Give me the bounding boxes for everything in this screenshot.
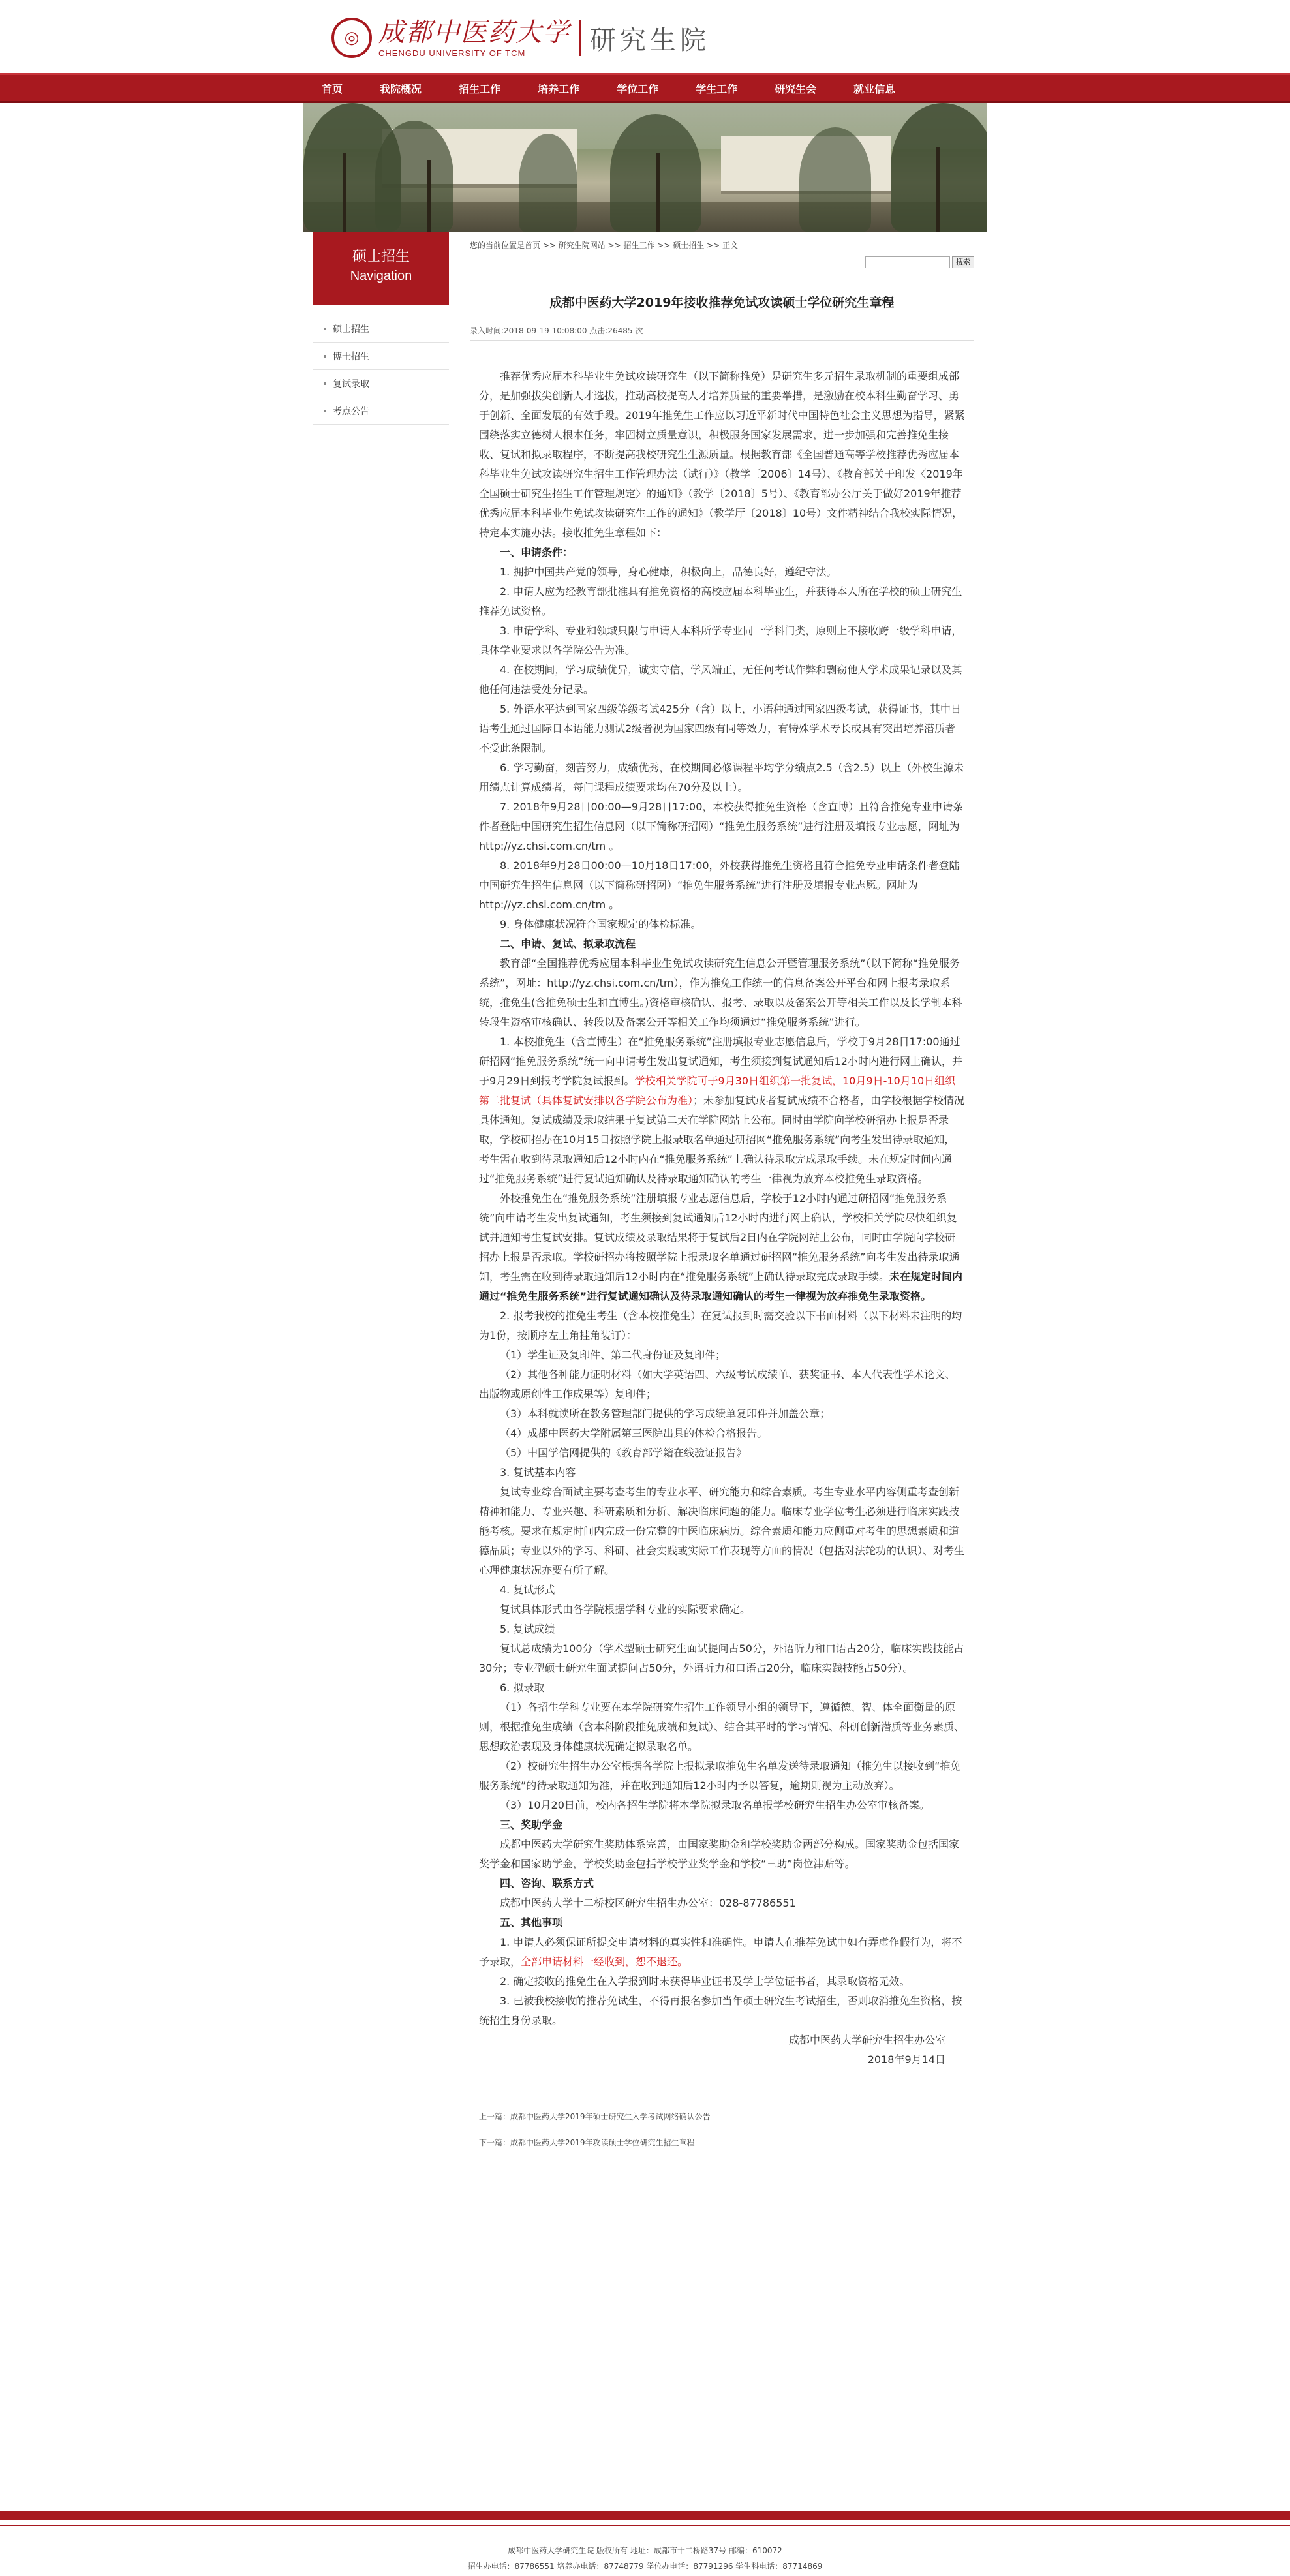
sidebar-title: 硕士招生 (352, 249, 410, 265)
paragraph: 复试总成绩为100分（学术型硕士研究生面试提问占50分，外语听力和口语占20分，临床实践技能占30分；专业型硕士研究生面试提问占50分，外语听力和口语占20分，临床实践技能占50分）。 (479, 1642, 964, 1674)
bullet-icon (324, 355, 326, 358)
article-title: 成都中医药大学2019年接收推荐免试攻读硕士学位研究生章程 (549, 296, 895, 310)
list-item: （3）本科就读所在教务管理部门提供的学习成绩单复印件并加盖公章； (500, 1407, 831, 1420)
article-intro: 推荐优秀应届本科毕业生免试攻读研究生（以下简称推免）是研究生多元招生录取机制的重要组成部分，是加强拔尖创新人才选拔，推动高校提高人才培养质量的重要举措，是激励在校本科生勤奋学习、勇于创新、全面发展的有效手段。2019年推免生工作应以习近平新时代中国特色社会主义思想为指导，紧紧围绕落实立德树人根本任务，牢固树立质量意识，积极服务国家发展需求，进一步加强和完善推免生接收、复试和拟录取程序，不断提高我校研究生生源质量。根据教育部《全国普通高等学校推荐优秀应届本科毕业生免试攻读研究生招生工作管理办法（试行）》（教学〔2006〕14号）、《教育部关于印发〈2019年全国硕士研究生招生工作管理规定〉的通知》（教学〔2018〕5号）、《教育部办公厅关于做好2019年推荐优秀应届本科毕业生免试攻读研究生工作的通知》（教学厅〔2018〕10号）文件精神结合我校实际情况，特定本实施办法。接收推免生章程如下： (479, 370, 965, 539)
next-article-link[interactable]: 下一篇：成都中医药大学2019年攻读硕士学位研究生招生章程 (479, 2138, 695, 2147)
paragraph: （2）校研究生招生办公室根据各学院上报拟录取推免生名单发送待录取通知（推免生以接收到“推免服务系统”的待录取通知为准，并在收到通知后12小时内予以答复，逾期则视为主动放弃）。 (479, 1760, 961, 1792)
paragraph: 2. 报考我校的推免生考生（含本校推免生）在复试报到时需交验以下书面材料（以下材料未注明的均为1份，按顺序左上角挂角装订）： (479, 1310, 962, 1342)
nav-degree[interactable]: 学位工作 (598, 75, 677, 101)
bullet-icon (324, 410, 326, 412)
nav-graduate-union[interactable]: 研究生会 (756, 75, 835, 101)
sidebar-item-label: 复试录取 (333, 378, 369, 390)
signature-date: 2018年9月14日 (867, 2053, 945, 2066)
nav-employment[interactable]: 就业信息 (835, 75, 914, 101)
site-header (0, 0, 1290, 73)
signature: 成都中医药大学研究生招生办公室 (788, 2034, 945, 2046)
site-footer (0, 2511, 1290, 2576)
section-heading: 二、申请、复试、拟录取流程 (500, 938, 636, 950)
sidebar-header (313, 232, 449, 305)
section-heading: 一、申请条件： (500, 546, 574, 559)
sidebar-item-label: 博士招生 (333, 351, 369, 362)
university-seal-icon: ◎ (331, 18, 372, 58)
sidebar-subtitle: Navigation (350, 269, 412, 283)
sidebar-item-master-admissions[interactable] (313, 315, 449, 343)
logo-english-name: CHENGDU UNIVERSITY OF TCM (378, 48, 526, 58)
logo-divider (579, 20, 581, 56)
campus-banner-image (303, 103, 987, 232)
paragraph: 2. 确定接收的推免生在入学报到时未获得毕业证书及学士学位证书者，其录取资格无效。 (500, 1975, 910, 1987)
list-item: 1. 拥护中国共产党的领导，身心健康，积极向上，品德良好，遵纪守法。 (500, 566, 837, 578)
nav-home[interactable]: 首页 (322, 82, 343, 95)
section-heading: 五、其他事项 (500, 1916, 563, 1929)
paragraph: 3. 已被我校接收的推荐免试生，不得再报名参加当年硕士研究生考试招生，否则取消推免生资格，按统招生身份录取。 (479, 1995, 962, 2027)
paragraph: 成都中医药大学十二桥校区研究生招生办公室：028-87786551 (500, 1897, 796, 1909)
paragraph: （3）10月20日前，校内各招生学院将本学院拟录取名单报学校研究生招生办公室审核备案。 (500, 1799, 930, 1811)
main-navigation (0, 73, 1290, 103)
sidebar-item-label: 考点公告 (333, 406, 369, 417)
list-item: 9. 身体健康状况符合国家规定的体检标准。 (500, 918, 701, 930)
nav-about[interactable]: 我院概况 (361, 75, 440, 101)
sidebar-item-exam-notice[interactable] (313, 397, 449, 425)
highlighted-text: 全部申请材料一经收到，恕不退还。 (521, 1955, 688, 1968)
paragraph: 5. 复试成绩 (500, 1623, 555, 1635)
logo-department-name: 研究生院 (590, 25, 710, 55)
paragraph (479, 1032, 965, 1189)
bullet-icon (324, 328, 326, 330)
main-content (470, 238, 974, 2156)
sidebar-item-doctoral-admissions[interactable] (313, 343, 449, 370)
bullet-icon (324, 382, 326, 385)
site-logo[interactable] (331, 13, 710, 63)
paragraph: 教育部“全国推荐优秀应届本科毕业生免试攻读研究生信息公开暨管理服务系统”（以下简称“推免服务系统”，网址：http://yz.chsi.com.cn/tm），作为推免工作统一的信息备案公开平台和网上报考录取系统，推免生(含推免硕士生和直博生。)资格审核确认、报考、录取以及备案公开等相关工作以及长学制本科转段生资格审核确认、转段以及备案公开等相关工作均须通过“推免服务系统”进行。 (479, 957, 962, 1028)
section-heading: 三、奖助学金 (500, 1818, 563, 1831)
sidebar-item-reexam[interactable] (313, 370, 449, 397)
paragraph: 6. 拟录取 (500, 1681, 545, 1694)
footer-phones: 招生办电话：87786551 培养办电话：87748779 学位办电话：87791296 学生科电话：87714869 (467, 2562, 823, 2571)
search-input[interactable] (865, 256, 950, 268)
search-button[interactable]: 搜索 (952, 256, 974, 268)
search-bar (865, 256, 974, 268)
list-item: 3. 申请学科、专业和领域只限与申请人本科所学专业同一学科门类，原则上不接收跨一级学科申请，具体学业要求以各学院公告为准。 (479, 624, 962, 656)
list-item: 5. 外语水平达到国家四级等级考试425分（含）以上，小语种通过国家四级考试，获得证书，其中日语考生通过国际日本语能力测试2级者视为国家四级有同等效力，有特殊学术专长或具有突出培养潜质者不受此条限制。 (479, 703, 961, 754)
list-item: （5）中国学信网提供的《教育部学籍在线验证报告》 (500, 1447, 747, 1459)
footer-copyright: 成都中医药大学研究生院 版权所有 地址：成都市十二桥路37号 邮编：610072 (508, 2546, 782, 2555)
sidebar-list (313, 315, 449, 425)
nav-training[interactable]: 培养工作 (519, 75, 598, 101)
highlighted-text: 学校相关学院可于9月30日组织第一批复试，10月9日-10月10日组织第二批复试（具体复试安排以各学院公布为准） (479, 1075, 956, 1107)
list-item: 4. 在校期间，学习成绩优异，诚实守信，学风端正，无任何考试作弊和剽窃他人学术成果记录以及其他任何违法受处分记录。 (479, 664, 962, 696)
paragraph (479, 1933, 965, 1972)
prev-article-link[interactable]: 上一篇：成都中医药大学2019年硕士研究生入学考试网络确认公告 (479, 2112, 711, 2121)
bold-text: 未在规定时间内通过“推免生服务系统”进行复试通知确认及待录取通知确认的考生一律视为放弃推免生录取资格。 (479, 1270, 962, 1302)
article-navigation (470, 2104, 974, 2156)
paragraph-text: ；未参加复试或者复试成绩不合格者，由学校根据学校情况具体通知。复试成绩及录取结果于复试第二天在学院网站上公布。同时由学院向学校研招办上报是否录取，学校研招办在10月15日按照学院上报录取名单通过研招网“推免服务系统”向考生发出待录取通知，考生需在收到待录取通知后12小时内在“推免服务系统”上确认待录取完成录取手续。未在规定时间内通过“推免服务系统”进行复试通知确认及待录取通知确认的考生一律视为放弃本校推免生录取资格。 (479, 1094, 965, 1185)
list-item: 7. 2018年9月28日00:00—9月28日17:00，本校获得推免生资格（含直博）且符合推免专业申请条件者登陆中国研究生招生信息网（以下简称研招网）“推免生服务系统”进行注册及填报专业志愿，网址为http://yz.chsi.com.cn/tm 。 (479, 801, 964, 852)
footer-divider (0, 2525, 1290, 2526)
paragraph-text: 1. 申请人必须保证所提交申请材料的真实性和准确性。申请人在推荐免试中如有弄虚作假行为，将不予录取， (479, 1936, 962, 1968)
list-item: （2）其他各种能力证明材料（如大学英语四、六级考试成绩单、获奖证书、本人代表性学术论文、出版物或原创性工作成果等）复印件； (479, 1368, 956, 1400)
paragraph: （1）各招生学科专业要在本学院研究生招生工作领导小组的领导下，遵循德、智、体全面衡量的原则，根据推免生成绩（含本科阶段推免成绩和复试）、结合其平时的学习情况、科研创新潜质等业务素质、思想政治表现及身体健康状况确定拟录取名单。 (479, 1701, 965, 1753)
list-item: （1）学生证及复印件、第二代身份证及复印件； (500, 1349, 726, 1361)
paragraph: 复试专业综合面试主要考查考生的专业水平、研究能力和综合素质。考生专业水平内容侧重考查创新精神和能力、专业兴趣、科研素质和分析、解决临床问题的能力。临床专业学位考生必须进行临床实践技能考核。要求在规定时间内完成一份完整的中医临床病历。综合素质和能力应侧重对考生的思想素质和道德品质；专业以外的学习、科研、社会实践或实际工作表现等方面的情况（包括对法轮功的认识）、对考生心理健康状况亦要有所了解。 (479, 1486, 965, 1576)
paragraph-text: 1. 本校推免生（含直博生）在“推免服务系统”注册填报专业志愿信息后，学校于9月28日17:00通过研招网“推免服务系统”统一向申请考生发出复试通知，考生须接到复试通知后12小时内进行网上确认，并于9月29日到报考学院复试报到。 (479, 1035, 962, 1087)
list-item: 8. 2018年9月28日00:00—10月18日17:00，外校获得推免生资格且符合推免专业申请条件者登陆中国研究生招生信息网（以下简称研招网）“推免生服务系统”进行注册及填报专业志愿。网址为http://yz.chsi.com.cn/tm 。 (479, 859, 960, 911)
list-item: （4）成都中医药大学附属第三医院出具的体检合格报告。 (500, 1427, 768, 1439)
paragraph (479, 1189, 965, 1306)
nav-admissions[interactable]: 招生工作 (440, 75, 519, 101)
paragraph-text: 外校推免生在“推免服务系统”注册填报专业志愿信息后，学校于12小时内通过研招网“推免服务系统”向申请考生发出复试通知，考生须接到复试通知后12小时内进行网上确认，学校相关学院尽快组织复试并通知考生复试安排。复试成绩及录取结果将于复试后2日内在学院网站上公布，同时由学院向学校研招办上报是否录取。学校研招办将按照学院上报录取名单通过研招网“推免服务系统”向考生发出待录取通知，考生需在收到待录取通知后12小时内在“推免服务系统”上确认待录取完成录取手续。 (479, 1192, 960, 1283)
paragraph: 3. 复试基本内容 (500, 1466, 576, 1479)
article-meta: 录入时间:2018-09-19 10:08:00 点击:26485 次 (470, 325, 974, 341)
section-heading: 四、咨询、联系方式 (500, 1877, 594, 1890)
list-item: 2. 申请人应为经教育部批准具有推免资格的高校应届本科毕业生，并获得本人所在学校的硕士研究生推荐免试资格。 (479, 585, 962, 617)
logo-chinese-name: 成都中医药大学 (378, 17, 570, 48)
footer-bar (0, 2511, 1290, 2520)
sidebar (313, 232, 449, 425)
paragraph: 成都中医药大学研究生奖助体系完善，由国家奖助金和学校奖助金两部分构成。国家奖助金包括国家奖学金和国家助学金，学校奖助金包括学校学业奖学金和学校“三助”岗位津贴等。 (479, 1838, 960, 1870)
breadcrumb: 您的当前位置是首页 >> 研究生院网站 >> 招生工作 >> 硕士招生 >> 正文 (470, 241, 738, 250)
article-body (470, 367, 974, 2070)
nav-students[interactable]: 学生工作 (677, 75, 756, 101)
paragraph: 4. 复试形式 (500, 1584, 555, 1596)
sidebar-item-label: 硕士招生 (333, 324, 369, 335)
list-item: 6. 学习勤奋，刻苦努力，成绩优秀，在校期间必修课程平均学分绩点2.5（含2.5）以上（外校生源未用绩点计算成绩者，每门课程成绩要求均在70分及以上）。 (479, 761, 964, 793)
paragraph: 复试具体形式由各学院根据学科专业的实际要求确定。 (500, 1603, 751, 1616)
